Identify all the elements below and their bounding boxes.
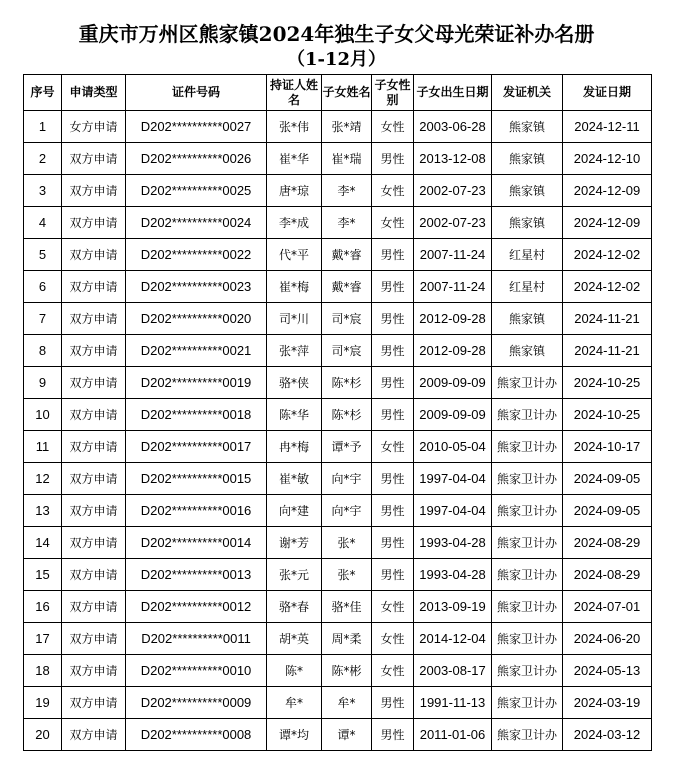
row-certificate-number: D202**********0017 bbox=[126, 431, 267, 463]
row-issue-date: 2024-08-29 bbox=[563, 559, 652, 591]
row-index: 16 bbox=[24, 591, 62, 623]
row-issue-date: 2024-11-21 bbox=[563, 303, 652, 335]
row-holder-name: 崔*梅 bbox=[267, 271, 322, 303]
row-holder-name: 张*萍 bbox=[267, 335, 322, 367]
row-issuing-authority: 熊家镇 bbox=[492, 143, 563, 175]
header-application-type: 申请类型 bbox=[62, 75, 126, 111]
row-issuing-authority: 熊家卫计办 bbox=[492, 527, 563, 559]
row-application-type: 双方申请 bbox=[62, 239, 126, 271]
row-issuing-authority: 熊家卫计办 bbox=[492, 463, 563, 495]
row-child-birthdate: 2012-09-28 bbox=[414, 335, 492, 367]
row-holder-name: 冉*梅 bbox=[267, 431, 322, 463]
row-index: 1 bbox=[24, 111, 62, 143]
row-issue-date: 2024-12-02 bbox=[563, 271, 652, 303]
row-issuing-authority: 熊家卫计办 bbox=[492, 495, 563, 527]
table-body bbox=[24, 111, 652, 751]
row-application-type: 双方申请 bbox=[62, 591, 126, 623]
row-issue-date: 2024-06-20 bbox=[563, 623, 652, 655]
row-application-type: 女方申请 bbox=[62, 111, 126, 143]
header-holder-name: 持证人姓名 bbox=[267, 75, 322, 111]
row-application-type: 双方申请 bbox=[62, 271, 126, 303]
row-issuing-authority: 熊家镇 bbox=[492, 111, 563, 143]
row-child-birthdate: 1993-04-28 bbox=[414, 527, 492, 559]
row-child-gender: 男性 bbox=[372, 239, 414, 271]
row-holder-name: 谭*均 bbox=[267, 719, 322, 751]
row-holder-name: 崔*敏 bbox=[267, 463, 322, 495]
row-issue-date: 2024-12-02 bbox=[563, 239, 652, 271]
row-child-gender: 男性 bbox=[372, 527, 414, 559]
row-application-type: 双方申请 bbox=[62, 431, 126, 463]
table-row bbox=[24, 431, 652, 463]
table-row bbox=[24, 655, 652, 687]
row-child-gender: 男性 bbox=[372, 719, 414, 751]
row-holder-name: 谢*芳 bbox=[267, 527, 322, 559]
row-certificate-number: D202**********0011 bbox=[126, 623, 267, 655]
row-issuing-authority: 熊家卫计办 bbox=[492, 367, 563, 399]
row-child-name: 向*宇 bbox=[322, 463, 372, 495]
table-row bbox=[24, 495, 652, 527]
row-application-type: 双方申请 bbox=[62, 463, 126, 495]
row-certificate-number: D202**********0020 bbox=[126, 303, 267, 335]
row-certificate-number: D202**********0012 bbox=[126, 591, 267, 623]
row-certificate-number: D202**********0008 bbox=[126, 719, 267, 751]
row-certificate-number: D202**********0016 bbox=[126, 495, 267, 527]
row-issue-date: 2024-05-13 bbox=[563, 655, 652, 687]
row-child-birthdate: 1993-04-28 bbox=[414, 559, 492, 591]
row-index: 2 bbox=[24, 143, 62, 175]
row-application-type: 双方申请 bbox=[62, 303, 126, 335]
row-application-type: 双方申请 bbox=[62, 687, 126, 719]
row-holder-name: 司*川 bbox=[267, 303, 322, 335]
row-child-gender: 男性 bbox=[372, 303, 414, 335]
row-issue-date: 2024-03-19 bbox=[563, 687, 652, 719]
row-application-type: 双方申请 bbox=[62, 623, 126, 655]
row-index: 3 bbox=[24, 175, 62, 207]
row-child-name: 陈*杉 bbox=[322, 399, 372, 431]
row-issue-date: 2024-10-25 bbox=[563, 399, 652, 431]
row-issuing-authority: 熊家镇 bbox=[492, 175, 563, 207]
row-application-type: 双方申请 bbox=[62, 399, 126, 431]
header-child-birthdate: 子女出生日期 bbox=[414, 75, 492, 111]
row-issue-date: 2024-07-01 bbox=[563, 591, 652, 623]
table-row bbox=[24, 303, 652, 335]
row-application-type: 双方申请 bbox=[62, 559, 126, 591]
row-issue-date: 2024-12-10 bbox=[563, 143, 652, 175]
row-application-type: 双方申请 bbox=[62, 367, 126, 399]
row-child-gender: 女性 bbox=[372, 111, 414, 143]
row-issue-date: 2024-08-29 bbox=[563, 527, 652, 559]
row-index: 11 bbox=[24, 431, 62, 463]
row-holder-name: 骆*侠 bbox=[267, 367, 322, 399]
row-child-birthdate: 1997-04-04 bbox=[414, 463, 492, 495]
row-child-name: 骆*佳 bbox=[322, 591, 372, 623]
row-child-name: 谭*予 bbox=[322, 431, 372, 463]
row-child-name: 张* bbox=[322, 559, 372, 591]
row-child-birthdate: 2007-11-24 bbox=[414, 239, 492, 271]
row-certificate-number: D202**********0022 bbox=[126, 239, 267, 271]
row-issuing-authority: 熊家卫计办 bbox=[492, 623, 563, 655]
row-index: 17 bbox=[24, 623, 62, 655]
row-issuing-authority: 熊家卫计办 bbox=[492, 399, 563, 431]
row-child-name: 张*靖 bbox=[322, 111, 372, 143]
row-issuing-authority: 红星村 bbox=[492, 271, 563, 303]
row-child-gender: 男性 bbox=[372, 143, 414, 175]
row-application-type: 双方申请 bbox=[62, 495, 126, 527]
row-index: 8 bbox=[24, 335, 62, 367]
row-holder-name: 陈* bbox=[267, 655, 322, 687]
table-row bbox=[24, 143, 652, 175]
row-index: 15 bbox=[24, 559, 62, 591]
row-application-type: 双方申请 bbox=[62, 143, 126, 175]
row-child-gender: 男性 bbox=[372, 559, 414, 591]
table-row bbox=[24, 175, 652, 207]
row-holder-name: 骆*春 bbox=[267, 591, 322, 623]
row-application-type: 双方申请 bbox=[62, 655, 126, 687]
row-child-name: 向*宇 bbox=[322, 495, 372, 527]
row-issuing-authority: 熊家卫计办 bbox=[492, 655, 563, 687]
row-child-name: 陈*彬 bbox=[322, 655, 372, 687]
row-certificate-number: D202**********0014 bbox=[126, 527, 267, 559]
row-child-gender: 女性 bbox=[372, 655, 414, 687]
row-child-name: 陈*杉 bbox=[322, 367, 372, 399]
row-application-type: 双方申请 bbox=[62, 527, 126, 559]
row-child-name: 司*宸 bbox=[322, 335, 372, 367]
row-certificate-number: D202**********0025 bbox=[126, 175, 267, 207]
row-index: 19 bbox=[24, 687, 62, 719]
row-issuing-authority: 熊家镇 bbox=[492, 335, 563, 367]
row-child-birthdate: 2002-07-23 bbox=[414, 207, 492, 239]
row-index: 4 bbox=[24, 207, 62, 239]
row-index: 20 bbox=[24, 719, 62, 751]
table-row bbox=[24, 335, 652, 367]
row-issue-date: 2024-12-09 bbox=[563, 207, 652, 239]
row-child-name: 谭* bbox=[322, 719, 372, 751]
table-row bbox=[24, 591, 652, 623]
row-child-birthdate: 2011-01-06 bbox=[414, 719, 492, 751]
row-child-birthdate: 1991-11-13 bbox=[414, 687, 492, 719]
row-holder-name: 唐*琼 bbox=[267, 175, 322, 207]
row-certificate-number: D202**********0010 bbox=[126, 655, 267, 687]
page-subtitle: （1-12月） bbox=[286, 49, 387, 70]
table-row bbox=[24, 367, 652, 399]
row-child-gender: 女性 bbox=[372, 207, 414, 239]
row-child-gender: 男性 bbox=[372, 271, 414, 303]
row-child-birthdate: 2013-09-19 bbox=[414, 591, 492, 623]
row-certificate-number: D202**********0009 bbox=[126, 687, 267, 719]
header-issuing-authority: 发证机关 bbox=[492, 75, 563, 111]
row-child-name: 戴*睿 bbox=[322, 239, 372, 271]
row-child-name: 张* bbox=[322, 527, 372, 559]
row-application-type: 双方申请 bbox=[62, 719, 126, 751]
row-holder-name: 李*成 bbox=[267, 207, 322, 239]
row-child-birthdate: 2013-12-08 bbox=[414, 143, 492, 175]
row-child-birthdate: 2009-09-09 bbox=[414, 399, 492, 431]
row-child-name: 李* bbox=[322, 207, 372, 239]
row-child-gender: 女性 bbox=[372, 623, 414, 655]
row-holder-name: 胡*英 bbox=[267, 623, 322, 655]
row-child-gender: 男性 bbox=[372, 687, 414, 719]
table-row bbox=[24, 719, 652, 751]
row-certificate-number: D202**********0026 bbox=[126, 143, 267, 175]
row-issue-date: 2024-11-21 bbox=[563, 335, 652, 367]
row-holder-name: 崔*华 bbox=[267, 143, 322, 175]
row-child-name: 李* bbox=[322, 175, 372, 207]
row-issuing-authority: 熊家卫计办 bbox=[492, 591, 563, 623]
header-child-gender: 子女性别 bbox=[372, 75, 414, 111]
row-index: 14 bbox=[24, 527, 62, 559]
row-index: 6 bbox=[24, 271, 62, 303]
row-child-gender: 男性 bbox=[372, 463, 414, 495]
row-child-birthdate: 2003-06-28 bbox=[414, 111, 492, 143]
row-certificate-number: D202**********0019 bbox=[126, 367, 267, 399]
row-index: 10 bbox=[24, 399, 62, 431]
row-child-name: 戴*睿 bbox=[322, 271, 372, 303]
row-holder-name: 陈*华 bbox=[267, 399, 322, 431]
row-issuing-authority: 红星村 bbox=[492, 239, 563, 271]
row-child-gender: 男性 bbox=[372, 335, 414, 367]
table-row bbox=[24, 111, 652, 143]
row-index: 7 bbox=[24, 303, 62, 335]
row-holder-name: 张*伟 bbox=[267, 111, 322, 143]
row-child-name: 崔*瑞 bbox=[322, 143, 372, 175]
row-issuing-authority: 熊家卫计办 bbox=[492, 559, 563, 591]
row-child-birthdate: 2009-09-09 bbox=[414, 367, 492, 399]
row-certificate-number: D202**********0024 bbox=[126, 207, 267, 239]
row-certificate-number: D202**********0027 bbox=[126, 111, 267, 143]
row-issue-date: 2024-12-09 bbox=[563, 175, 652, 207]
row-child-gender: 女性 bbox=[372, 431, 414, 463]
table-header-row bbox=[24, 75, 652, 111]
row-issue-date: 2024-03-12 bbox=[563, 719, 652, 751]
row-holder-name: 张*元 bbox=[267, 559, 322, 591]
header-index: 序号 bbox=[24, 75, 62, 111]
table-row bbox=[24, 559, 652, 591]
row-issuing-authority: 熊家镇 bbox=[492, 303, 563, 335]
row-application-type: 双方申请 bbox=[62, 207, 126, 239]
row-certificate-number: D202**********0018 bbox=[126, 399, 267, 431]
row-issuing-authority: 熊家卫计办 bbox=[492, 719, 563, 751]
row-child-birthdate: 2010-05-04 bbox=[414, 431, 492, 463]
row-application-type: 双方申请 bbox=[62, 335, 126, 367]
row-index: 12 bbox=[24, 463, 62, 495]
table-row bbox=[24, 463, 652, 495]
row-issuing-authority: 熊家镇 bbox=[492, 207, 563, 239]
row-holder-name: 代*平 bbox=[267, 239, 322, 271]
row-child-name: 牟* bbox=[322, 687, 372, 719]
table-row bbox=[24, 399, 652, 431]
row-certificate-number: D202**********0015 bbox=[126, 463, 267, 495]
row-issue-date: 2024-09-05 bbox=[563, 495, 652, 527]
row-child-birthdate: 2002-07-23 bbox=[414, 175, 492, 207]
row-child-gender: 女性 bbox=[372, 591, 414, 623]
row-certificate-number: D202**********0023 bbox=[126, 271, 267, 303]
row-child-birthdate: 2003-08-17 bbox=[414, 655, 492, 687]
row-child-gender: 女性 bbox=[372, 175, 414, 207]
row-child-birthdate: 2014-12-04 bbox=[414, 623, 492, 655]
row-index: 5 bbox=[24, 239, 62, 271]
row-certificate-number: D202**********0021 bbox=[126, 335, 267, 367]
row-issue-date: 2024-10-25 bbox=[563, 367, 652, 399]
row-child-birthdate: 2012-09-28 bbox=[414, 303, 492, 335]
row-index: 18 bbox=[24, 655, 62, 687]
row-child-birthdate: 2007-11-24 bbox=[414, 271, 492, 303]
row-index: 13 bbox=[24, 495, 62, 527]
header-child-name: 子女姓名 bbox=[322, 75, 372, 111]
row-child-name: 司*宸 bbox=[322, 303, 372, 335]
register-table bbox=[23, 74, 652, 751]
row-holder-name: 向*建 bbox=[267, 495, 322, 527]
row-child-gender: 男性 bbox=[372, 399, 414, 431]
header-issue-date: 发证日期 bbox=[563, 75, 652, 111]
row-issue-date: 2024-10-17 bbox=[563, 431, 652, 463]
table-row bbox=[24, 271, 652, 303]
table-row bbox=[24, 687, 652, 719]
table-row bbox=[24, 239, 652, 271]
table-row bbox=[24, 623, 652, 655]
header-certificate-number: 证件号码 bbox=[126, 75, 267, 111]
row-issue-date: 2024-09-05 bbox=[563, 463, 652, 495]
row-issue-date: 2024-12-11 bbox=[563, 111, 652, 143]
row-child-gender: 男性 bbox=[372, 367, 414, 399]
table-row bbox=[24, 527, 652, 559]
row-certificate-number: D202**********0013 bbox=[126, 559, 267, 591]
row-holder-name: 牟* bbox=[267, 687, 322, 719]
row-application-type: 双方申请 bbox=[62, 175, 126, 207]
row-child-birthdate: 1997-04-04 bbox=[414, 495, 492, 527]
row-child-gender: 男性 bbox=[372, 495, 414, 527]
row-issuing-authority: 熊家卫计办 bbox=[492, 687, 563, 719]
table-row bbox=[24, 207, 652, 239]
row-child-name: 周*柔 bbox=[322, 623, 372, 655]
row-issuing-authority: 熊家卫计办 bbox=[492, 431, 563, 463]
row-index: 9 bbox=[24, 367, 62, 399]
page-title: 重庆市万州区熊家镇2024年独生子女父母光荣证补办名册 bbox=[78, 22, 595, 46]
